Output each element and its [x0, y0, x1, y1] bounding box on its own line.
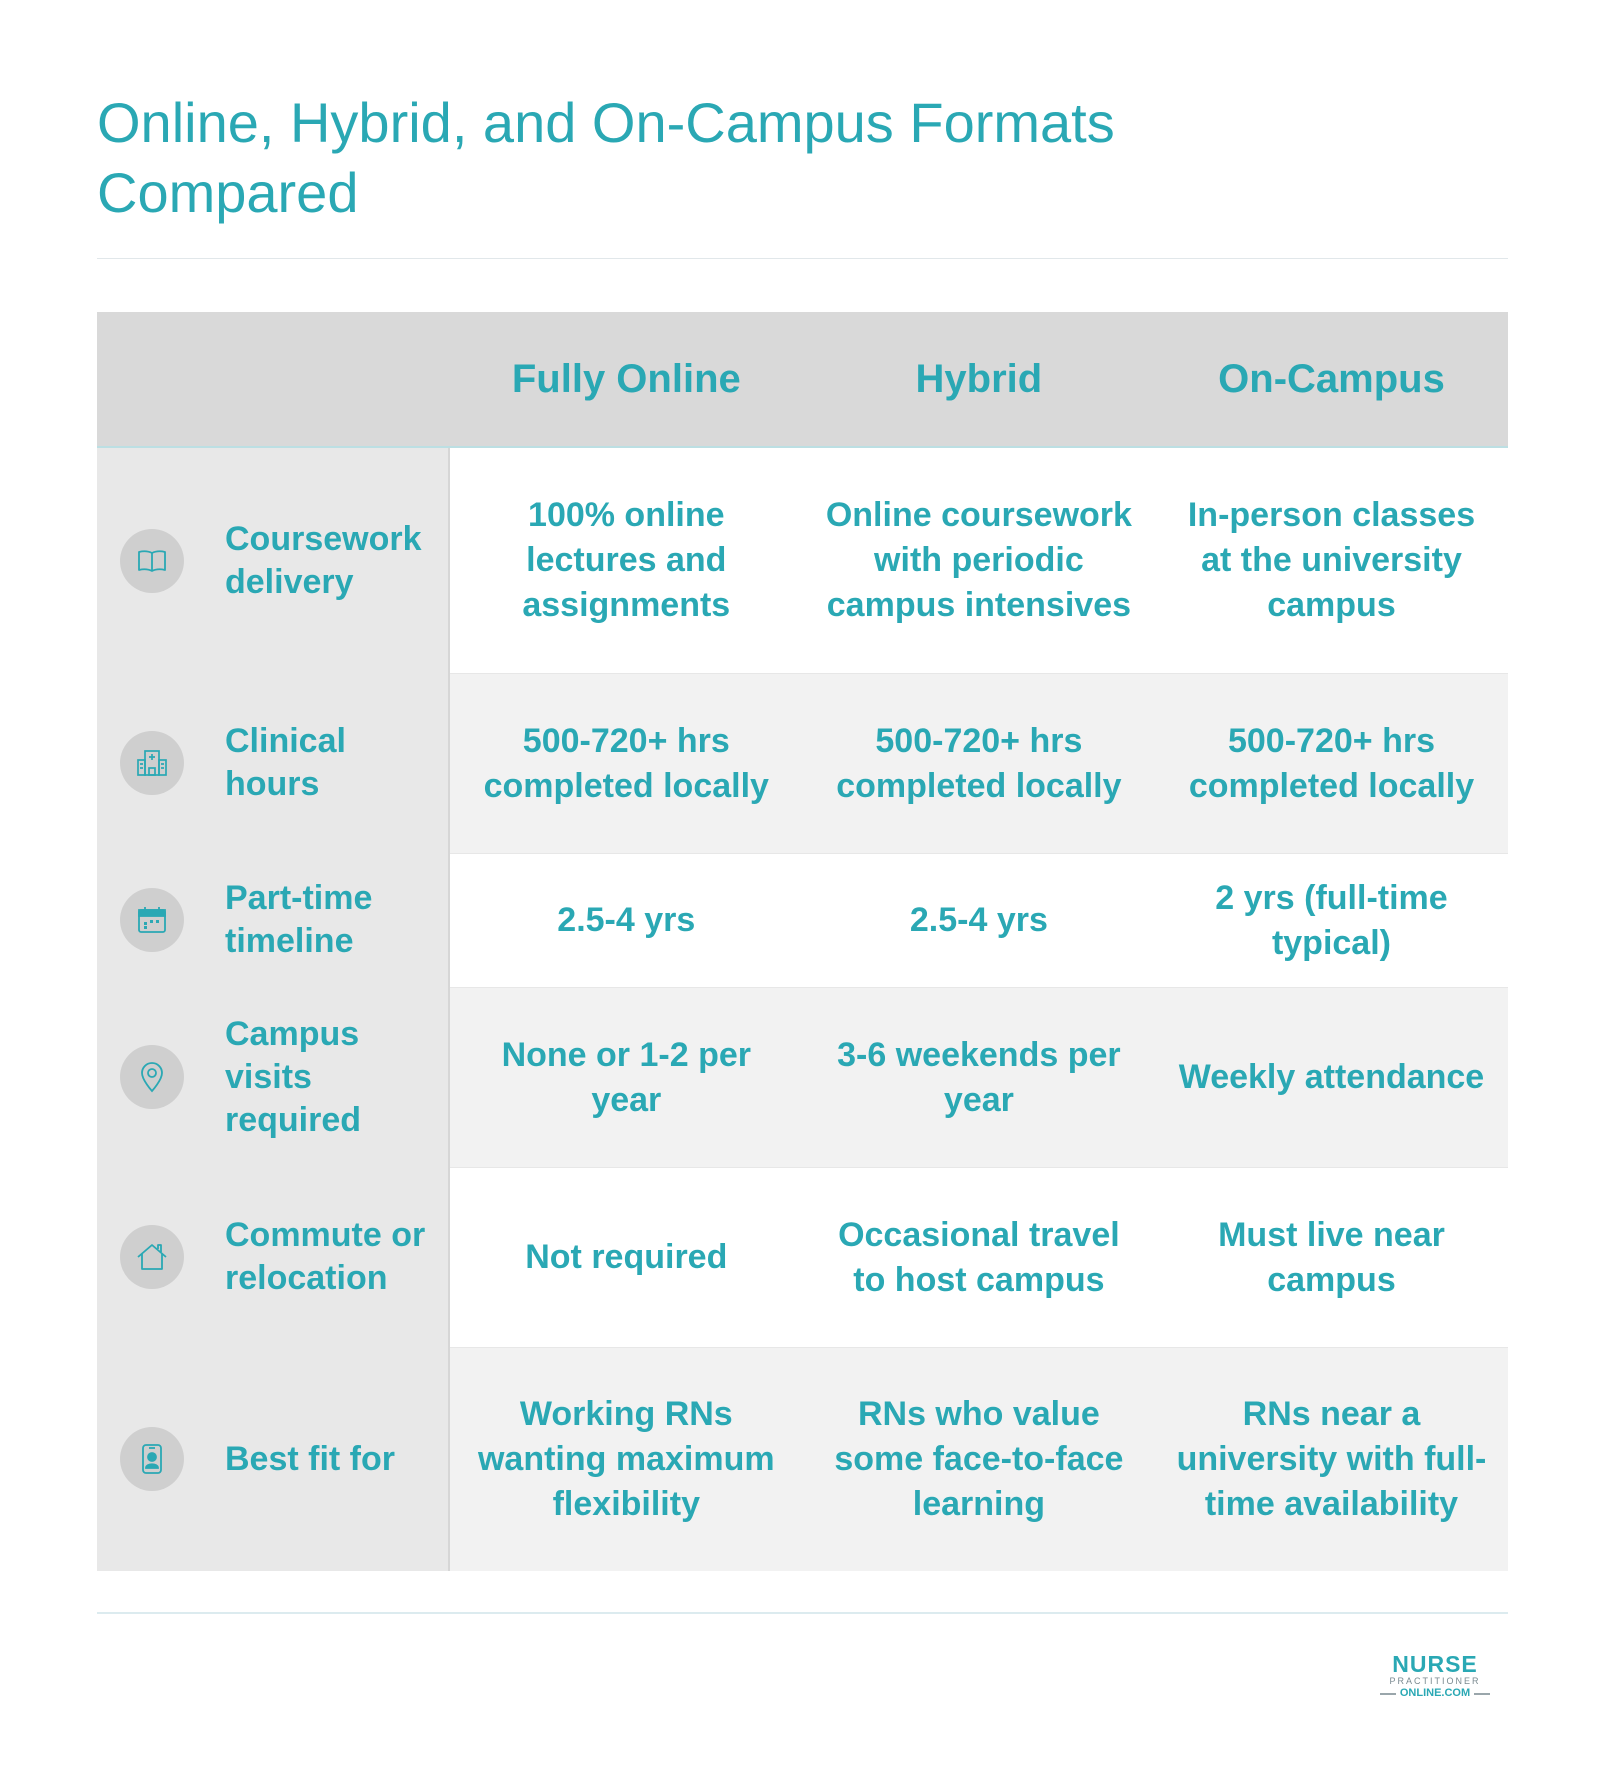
- header-corner: [97, 312, 450, 446]
- table-row: [97, 987, 1508, 1167]
- table-row: [97, 1167, 1508, 1347]
- row-label-best-fit-for: [97, 1347, 450, 1571]
- column-header-fully-online: Fully Online: [511, 356, 741, 401]
- calendar-icon: [120, 888, 184, 952]
- hospital-icon: [120, 731, 184, 795]
- row-label-part-time-timeline: [97, 853, 450, 987]
- id-badge-icon: [120, 1427, 184, 1491]
- table-cell: RNs near a university with full-time availability: [1155, 1347, 1508, 1571]
- table-cell: 2 yrs (full-time typical): [1155, 853, 1508, 987]
- column-header-hybrid: Hybrid: [915, 356, 1043, 401]
- table-cell: Must live near campus: [1155, 1167, 1508, 1347]
- row-label-text: Coursework delivery: [225, 519, 422, 601]
- row-label-campus-visits-required: [97, 987, 450, 1167]
- table-cell: 3-6 weekends per year: [803, 987, 1156, 1167]
- logo-line-1: NURSE: [1392, 1651, 1478, 1677]
- row-label-text: Clinical hours: [225, 722, 346, 803]
- logo-line-2: PRACTITIONER: [1389, 1676, 1481, 1686]
- table-row: [97, 448, 1508, 673]
- row-label-commute-or-relocation: [97, 1167, 450, 1347]
- home-icon: [120, 1225, 184, 1289]
- logo-line-3: [1380, 1687, 1490, 1700]
- table-cell: Weekly attendance: [1155, 987, 1508, 1167]
- table-cell: Not required: [450, 1167, 803, 1347]
- row-label-coursework-delivery: [97, 448, 450, 673]
- table-header: [97, 312, 1508, 448]
- table-cell: Occasional travel to host campus: [803, 1167, 1156, 1347]
- logo-dash-left: [1380, 1693, 1396, 1695]
- column-header-on-campus: On-Campus: [1218, 356, 1445, 401]
- table-cell: Working RNs wanting maximum flexibility: [450, 1347, 803, 1571]
- table-cell: 2.5-4 yrs: [450, 853, 803, 987]
- table-cell: 500-720+ hrs completed locally: [803, 673, 1156, 853]
- row-label-text: Commute or relocation: [225, 1216, 426, 1297]
- table-row: [97, 1347, 1508, 1571]
- brand-logo: [1380, 1652, 1490, 1700]
- bottom-divider: [97, 1612, 1508, 1614]
- table-cell: RNs who value some face-to-face learning: [803, 1347, 1156, 1571]
- row-label-text: Best fit for: [225, 1439, 395, 1478]
- row-label-text: Campus visits required: [225, 1014, 362, 1139]
- page-title: Online, Hybrid, and On-Campus Formats Compared: [97, 91, 1115, 224]
- table-row: [97, 673, 1508, 853]
- location-pin-icon: [120, 1045, 184, 1109]
- table-cell: 100% online lectures and assignments: [450, 448, 803, 673]
- table-cell: Online coursework with periodic campus intensives: [803, 448, 1156, 673]
- row-label-clinical-hours: [97, 673, 450, 853]
- logo-dash-right: [1474, 1693, 1490, 1695]
- table-cell: In-person classes at the university campus: [1155, 448, 1508, 673]
- table-cell: 2.5-4 yrs: [803, 853, 1156, 987]
- comparison-table: [97, 312, 1508, 1571]
- table-row: [97, 853, 1508, 987]
- table-cell: 500-720+ hrs completed locally: [450, 673, 803, 853]
- book-icon: [120, 529, 184, 593]
- top-divider: [97, 258, 1508, 259]
- logo-line-3-text: ONLINE.COM: [1399, 1687, 1471, 1699]
- row-label-text: Part-time timeline: [225, 879, 373, 960]
- table-cell: None or 1-2 per year: [450, 987, 803, 1167]
- table-cell: 500-720+ hrs completed locally: [1155, 673, 1508, 853]
